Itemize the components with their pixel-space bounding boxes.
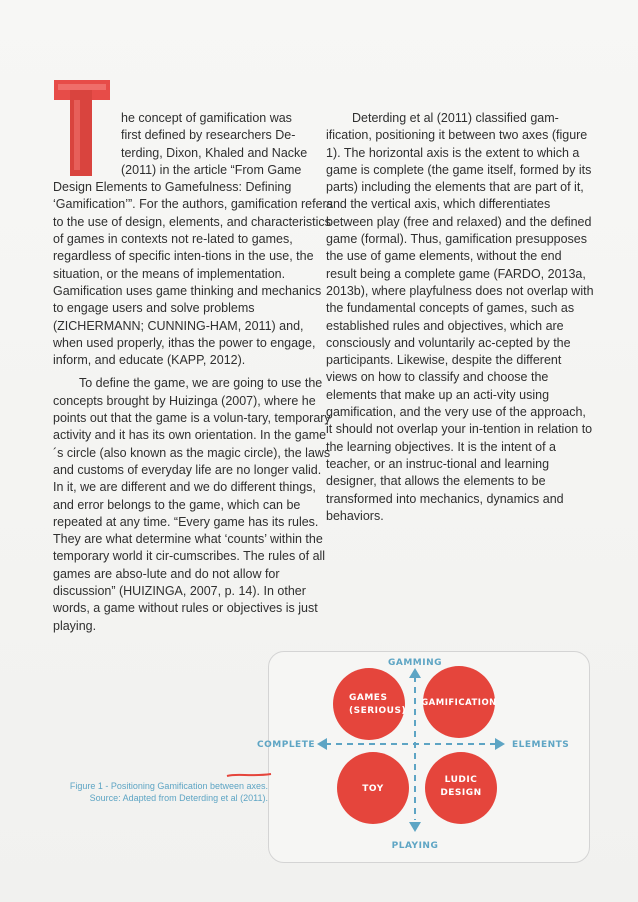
intro-line-1: he concept of gamification was bbox=[121, 111, 292, 125]
right-column bbox=[326, 110, 594, 531]
caption-brush-mark-icon bbox=[226, 771, 272, 779]
label-toy: TOY bbox=[362, 784, 384, 794]
game-definition-paragraph: To define the game, we are going to use the concepts brought by Huizinga (2007), where he points out that the game is a volun-tary, temporary activity and it has its own orientation. In the game´s circle (also known as the magic circle), the laws and customs of everyday life are no longer valid. In it, we are different and we do different things, and error belongs to the game, which can be repeated at any time. “Every game has its rules. They are what determine what ‘counts’ within the temporary world it cir-cumscribes. The rules of all games are abso-lute and do not allow for discussion” (HUIZINGA, 2007, p. 14). In other words, a game without rules or objectives is just playing. bbox=[53, 376, 331, 633]
intro-line-2: first defined by researchers De- bbox=[121, 128, 296, 143]
left-column bbox=[53, 110, 333, 641]
label-serious: (SERIOUS) bbox=[349, 706, 407, 716]
figure-caption bbox=[60, 780, 268, 804]
label-games: GAMES bbox=[349, 693, 388, 703]
axis-label-left: COMPLETE bbox=[257, 740, 315, 750]
intro-paragraph bbox=[53, 110, 333, 369]
axis-label-bottom: PLAYING bbox=[391, 841, 439, 851]
classification-paragraph: Deterding et al (2011) classified gam-ification, positioning it between two axes (figure 1). The horizontal axis is the extent to which a game is complete (the game itself, formed by its parts) including the elements that are part of it, and the vertical axis, which differentiates between play (free and relaxed) and the defined game (formal). Thus, gamification presupposes the use of game elements, without the end result being a complete game (FARDO, 2013a, 2013b), where playfulness does not overlap with the fundamental concepts of games, such as established rules and objectives, which are consciously and voluntarily ac-cepted by the participants. Likewise, despite the different views on how to classify and choose the elements that make up an acti-vity using gamification, and the very use of the approach, it should not overlap your in-tention in relation to the learning objectives. It is the intent of a teacher, or an instruc-tional and learning designer, that allows the elements to be transformed into mechanics, dynamics and behaviors. bbox=[326, 111, 594, 523]
caption-line-1: Figure 1 - Positioning Gamification between axes. bbox=[69, 781, 268, 791]
circle-games-serious bbox=[333, 668, 405, 740]
caption-line-2: Source: Adapted from Deterding et al (2011). bbox=[89, 793, 268, 803]
axes-diagram bbox=[257, 652, 589, 862]
arrow-down-icon bbox=[409, 822, 421, 832]
intro-rest: Design Elements to Gamefulness: Defining ‘Gamification’”. For the authors, gamification refers to the use of design, elements, and characteristics of games in contexts not re-lated to games, regardless of specific inten-tions in the use, the situation, or the means of implementation. Gamification uses game thinking and mechanics to engage users and solve problems (ZICHERMANN; CUNNING-HAM, 2011) and, when used properly, ithas the power to engage, inform, and educate (KAPP, 2012). bbox=[53, 180, 333, 368]
intro-line-4: (2011) in the article “From Game bbox=[121, 162, 302, 177]
label-ludic: LUDIC bbox=[444, 775, 478, 785]
axis-label-top: GAMMING bbox=[387, 658, 443, 668]
figure-gamification-axes bbox=[257, 651, 590, 863]
label-gamification: GAMIFICATION bbox=[421, 698, 497, 708]
intro-line-3: terding, Dixon, Khaled and Nacke bbox=[121, 145, 308, 160]
arrow-left-icon bbox=[317, 738, 327, 750]
arrow-right-icon bbox=[495, 738, 505, 750]
axis-label-right: ELEMENTS bbox=[512, 740, 570, 750]
label-design: DESIGN bbox=[440, 788, 482, 798]
arrow-up-icon bbox=[409, 668, 421, 678]
